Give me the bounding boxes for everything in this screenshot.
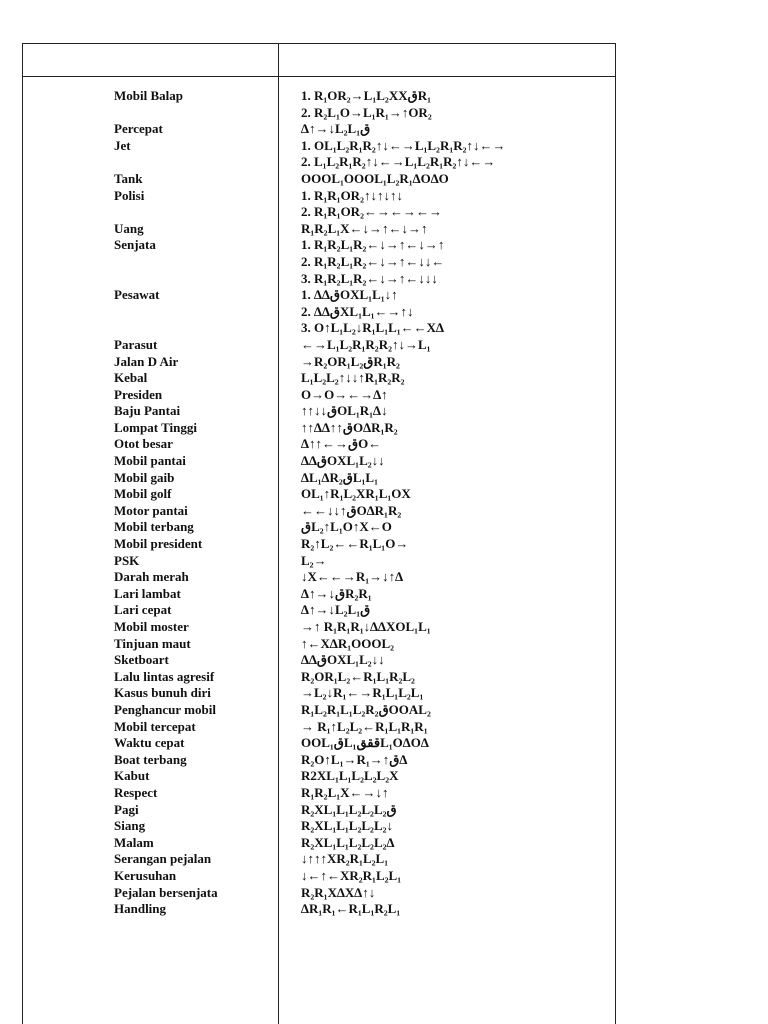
cheat-name: Penghancur mobil [114, 701, 216, 717]
table-row [0, 188, 768, 205]
cheat-name: Polisi [114, 187, 145, 203]
cheat-name: Jalan D Air [114, 353, 179, 369]
table-row [0, 719, 768, 736]
cheat-name: Motor pantai [114, 502, 188, 518]
table-row [0, 121, 768, 138]
table-row [0, 586, 768, 603]
cheat-name: Pesawat [114, 287, 160, 303]
cheat-name: Lari cepat [114, 602, 172, 618]
cheat-code: 3. R₁R₂L₁R₂←↓→↑←↓↓↓ [301, 270, 438, 286]
cheat-code: ∆∆قOXL₁L₂↓↓ [301, 652, 385, 668]
cheat-name: Kabut [114, 768, 150, 784]
cheat-code: ←←↓↓↑قO∆R₁R₂ [301, 502, 402, 518]
table-row [0, 138, 768, 155]
cheat-name: Lari lambat [114, 585, 181, 601]
cheat-code: OOOL₁OOOL₁L₂R₁∆O∆O [301, 170, 449, 186]
table-row [0, 619, 768, 636]
cheat-code: 1. R₁R₂L₁R₂←↓→↑←↓→↑ [301, 237, 445, 253]
cheat-code: 2. R₁R₂L₁R₂←↓→↑←↓↓← [301, 253, 445, 269]
cheat-code: R₁R₂L₁X←→↓↑ [301, 784, 389, 800]
table-row [0, 287, 768, 304]
table-row [0, 868, 768, 885]
cheat-code: R₂OR₁L₂←R₁L₁R₂L₂ [301, 668, 415, 684]
table-row [0, 354, 768, 371]
cheat-code: ∆↑↑←→قO← [301, 436, 382, 452]
table-row [0, 486, 768, 503]
table-header-divider [22, 76, 616, 77]
cheat-name: Pagi [114, 801, 139, 817]
cheat-name: Mobil gaib [114, 469, 175, 485]
table-row [0, 88, 768, 105]
cheat-code: → R₁↑L₂L₂←R₁L₁R₁R₁ [301, 718, 428, 734]
cheat-name: Percepat [114, 121, 163, 137]
table-row [0, 735, 768, 752]
cheat-name: Tank [114, 170, 143, 186]
cheat-name: Lalu lintas agresif [114, 668, 215, 684]
cheat-name: Mobil golf [114, 486, 172, 502]
table-row [0, 885, 768, 902]
table-row [0, 271, 768, 288]
cheat-code: OOL₁قL₁قققL₁O∆O∆ [301, 735, 429, 751]
cheat-code: OL₁↑R₁L₂XR₁L₁OX [301, 486, 411, 502]
cheat-code: 1. ∆∆قOXL₁L₁↓↑ [301, 287, 398, 303]
cheat-code: R₂O↑L₁→R₁→↑ق∆ [301, 751, 408, 767]
cheat-code: O→O→←→∆↑ [301, 386, 388, 402]
cheat-code: R₂XL₁L₁L₂L₂L₂↓ [301, 818, 394, 834]
table-row [0, 553, 768, 570]
cheat-code: ↑←X∆R₁OOOL₂ [301, 635, 395, 651]
table-row [0, 254, 768, 271]
cheat-name: Mobil president [114, 536, 203, 552]
cheat-code: R₂XL₁L₁L₂L₂L₂ق [301, 801, 397, 817]
cheat-code: R₁R₂L₁X←↓→↑←↓→↑ [301, 220, 428, 236]
table-row [0, 304, 768, 321]
table-row [0, 237, 768, 254]
cheat-code: →R₂OR₁L₂قR₁R₂ [301, 353, 400, 369]
cheat-name: Jet [114, 137, 131, 153]
table-row [0, 752, 768, 769]
table-row [0, 702, 768, 719]
cheat-code: ↓X←←→R₁→↓↑∆ [301, 569, 404, 585]
cheat-code: →↑ R₁R₁R₁↓∆∆XOL₁L₁ [301, 619, 431, 634]
table-row [0, 636, 768, 653]
table-row [0, 436, 768, 453]
cheat-name: Uang [114, 220, 144, 236]
cheat-name: Tinjuan maut [114, 635, 191, 651]
table-row [0, 221, 768, 238]
table-row [0, 387, 768, 404]
table-row [0, 320, 768, 337]
table-row [0, 420, 768, 437]
table-row [0, 154, 768, 171]
cheat-name: Kebal [114, 370, 148, 386]
cheat-name: Mobil pantai [114, 453, 186, 469]
cheat-code: ↑↑↓↓قOL₁R₁∆↓ [301, 403, 388, 419]
cheat-code: قL₂↑L₁O↑X←O [301, 519, 392, 535]
cheat-name: Boat terbang [114, 751, 187, 767]
cheat-name: Mobil tercepat [114, 718, 196, 734]
cheat-code: ∆↑→↓L₂L₁ق [301, 602, 371, 618]
cheat-name: Kerusuhan [114, 867, 177, 883]
cheat-code: R₂↑L₂←←R₁L₁O→ [301, 536, 409, 552]
cheat-name: Kasus bunuh diri [114, 685, 211, 701]
cheat-name: Pejalan bersenjata [114, 884, 218, 900]
cheat-code: →L₂↓R₁←→R₁L₁L₂L₁ [301, 685, 424, 701]
cheat-name: Parasut [114, 336, 158, 352]
table-row [0, 669, 768, 686]
table-row [0, 569, 768, 586]
cheat-code: 2. R₁R₁OR₂←→←→←→ [301, 204, 442, 220]
cheat-name: Malam [114, 834, 154, 850]
cheat-code: 1. OL₁L₂R₁R₂↑↓←→L₁L₂R₁R₂↑↓←→ [301, 137, 506, 153]
cheat-code: 3. O↑L₁L₂↓R₁L₁L₁←←X∆ [301, 320, 445, 336]
cheat-code: 2. R₂L₁O→L₁R₁→↑OR₂ [301, 104, 432, 120]
cheat-name: Waktu cepat [114, 735, 185, 751]
table-row [0, 818, 768, 835]
cheat-name: Mobil terbang [114, 519, 194, 535]
cheat-code: 2. ∆∆قXL₁L₁←→↑↓ [301, 303, 414, 319]
table-row [0, 470, 768, 487]
cheat-code-table-body [0, 88, 768, 918]
table-row [0, 835, 768, 852]
cheat-code: 2. L₁L₂R₁R₂↑↓←→L₁L₂R₁R₂↑↓←→ [301, 154, 496, 170]
cheat-name: Mobil moster [114, 619, 189, 634]
cheat-code: L₁L₂L₂↑↓↓↑R₁R₂R₂ [301, 370, 405, 386]
cheat-code: ∆∆قOXL₁L₂↓↓ [301, 453, 385, 469]
table-row [0, 204, 768, 221]
table-row [0, 536, 768, 553]
cheat-code: ∆R₁R₁←R₁L₁R₂L₁ [301, 901, 401, 917]
table-row [0, 901, 768, 918]
table-row [0, 768, 768, 785]
cheat-name: Siang [114, 818, 146, 834]
cheat-code: ↑↑∆∆↑↑قO∆R₁R₂ [301, 419, 398, 435]
table-row [0, 370, 768, 387]
table-row [0, 785, 768, 802]
table-row [0, 453, 768, 470]
cheat-code: ←→L₁L₂R₁R₂R₂↑↓→L₁ [301, 336, 431, 352]
cheat-name: Respect [114, 784, 158, 800]
cheat-code: ∆L₁∆R₂قL₁L₁ [301, 469, 378, 485]
cheat-code: 1. R₁R₁OR₂↑↓↑↓↑↓ [301, 187, 403, 203]
cheat-code: ↓↑↑↑XR₂R₁L₂L₁ [301, 851, 389, 867]
table-row [0, 105, 768, 122]
cheat-code: ∆↑→↓قR₂R₁ [301, 585, 372, 601]
cheat-name: Darah merah [114, 569, 189, 585]
cheat-code: R₁L₂R₁L₁L₂R₂قOOAL₂ [301, 701, 431, 717]
cheat-name: Senjata [114, 237, 156, 253]
cheat-name: Mobil Balap [114, 88, 183, 103]
cheat-name: Handling [114, 901, 167, 917]
cheat-code: R₂R₁X∆X∆↑↓ [301, 884, 376, 900]
cheat-code: ∆↑→↓L₂L₁ق [301, 121, 371, 137]
cheat-name: Otot besar [114, 436, 173, 452]
table-row [0, 652, 768, 669]
cheat-name: PSK [114, 552, 140, 568]
table-row [0, 802, 768, 819]
table-row [0, 519, 768, 536]
table-row [0, 685, 768, 702]
cheat-name: Serangan pejalan [114, 851, 212, 867]
cheat-code: L₂→ [301, 552, 327, 568]
cheat-name: Baju Pantai [114, 403, 181, 419]
table-top-border [22, 43, 616, 44]
cheat-name: Sketboart [114, 652, 169, 668]
table-row [0, 602, 768, 619]
table-row [0, 171, 768, 188]
cheat-name: Presiden [114, 386, 163, 402]
table-row [0, 403, 768, 420]
table-row [0, 503, 768, 520]
cheat-code: R₂XL₁L₁L₂L₂L₂∆ [301, 834, 395, 850]
table-row [0, 851, 768, 868]
cheat-code: ↓←↑←XR₂R₁L₂L₁ [301, 867, 402, 883]
cheat-code: R2XL₁L₁L₂L₂L₂X [301, 768, 399, 784]
table-row [0, 337, 768, 354]
cheat-code: 1. R₁OR₂→L₁L₂XXقR₁ [301, 88, 431, 103]
cheat-name: Lompat Tinggi [114, 419, 197, 435]
